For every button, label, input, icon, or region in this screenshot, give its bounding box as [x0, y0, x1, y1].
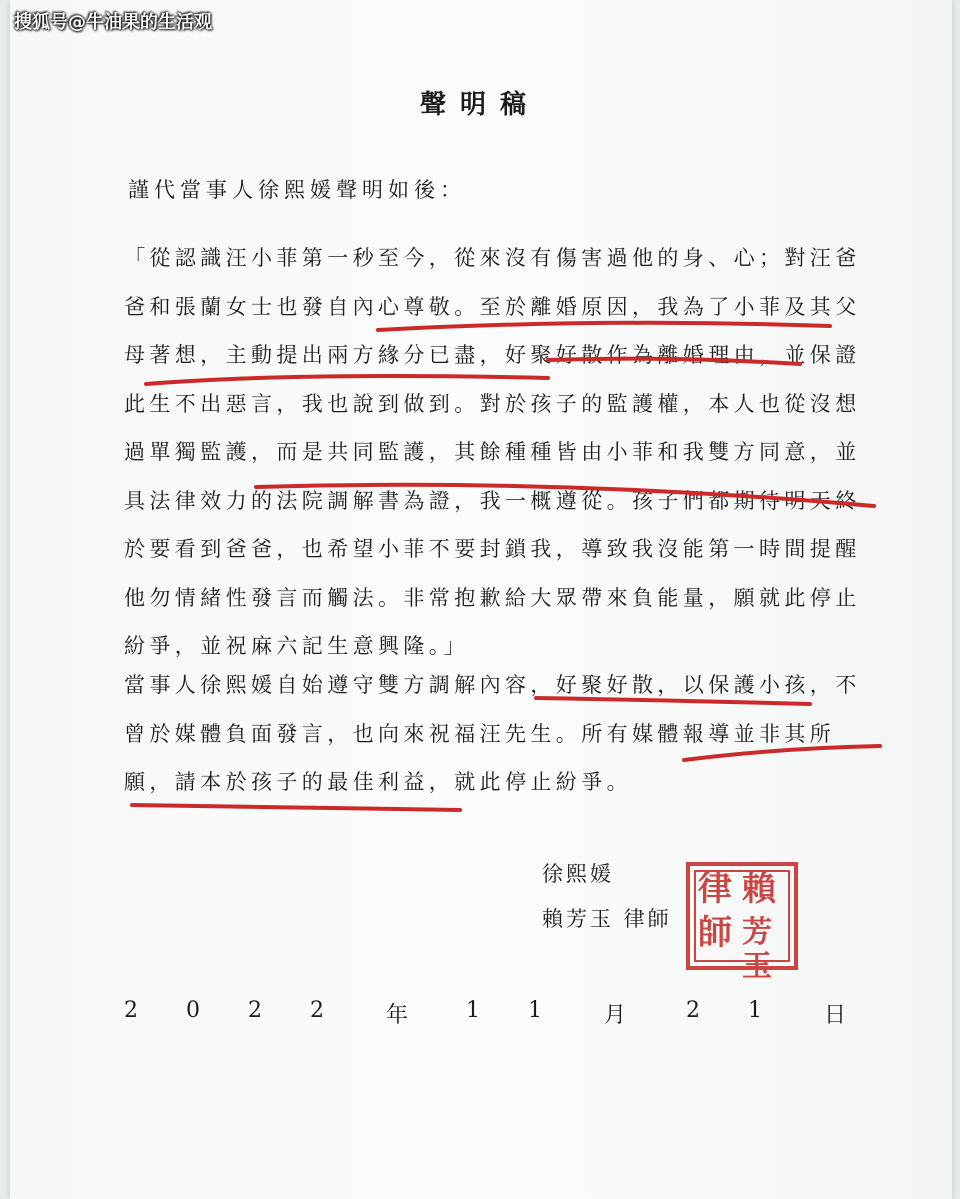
date-month-digit-2: 1: [528, 998, 542, 1023]
date-year-digit-2: 0: [186, 998, 200, 1023]
date-month-unit: 月: [604, 1003, 627, 1028]
date-month-digit-1: 1: [466, 998, 480, 1023]
client-signature-name: 徐熙媛: [542, 862, 614, 886]
lawyer-seal-stamp: 賴 芳玉 律 師: [686, 862, 798, 970]
intro-line: 謹代當事人徐熙媛聲明如後：: [128, 178, 466, 202]
date-year-digit-4: 2: [310, 998, 324, 1023]
statement-paragraph-1: 「從認識汪小菲第一秒至今，從來沒有傷害過他的身、心；對汪爸爸和張蘭女士也發自內心尊敬。至於離婚原因，我為了小菲及其父母著想，主動提出兩方緣分已盡，好聚好散作為離婚理由，並保證此生不出惡言，我也說到做到。對於孩子的監護權，本人也從沒想過單獨監護，而是共同監護，其餘種種皆由小菲和我雙方同意，並具法律效力的法院調解書為證，我一概遵從。孩子們都期待明天終於要看到爸爸，也希望小菲不要封鎖我，導致我沒能第一時間提醒他勿情緒性發言而觸法。非常抱歉給大眾帶來負能量，願就此停止紛爭，並祝麻六記生意興隆。」: [124, 246, 861, 658]
date-day-digit-1: 2: [686, 998, 700, 1023]
lawyer-signature-name: 賴芳玉 律師: [542, 907, 672, 931]
document-title: 聲明稿: [419, 90, 540, 120]
statement-paragraph-2: [124, 661, 864, 807]
date-year-digit-3: 2: [248, 998, 262, 1023]
date-year-digit-1: 2: [124, 998, 138, 1023]
date-day-unit: 日: [824, 1003, 847, 1028]
paragraph-2-text: 當事人徐熙媛自始遵守雙方調解內容，好聚好散，以保護小孩，不曾於媒體負面發言，也向來祝福汪先生。所有媒體報導並非其所願，請本於孩子的最佳利益，就此停止紛爭。: [124, 673, 861, 794]
watermark-text: 搜狐号@牛油果的生活观: [14, 12, 212, 33]
date-year-unit: 年: [386, 1003, 409, 1028]
date-day-digit-2: 1: [748, 998, 762, 1023]
